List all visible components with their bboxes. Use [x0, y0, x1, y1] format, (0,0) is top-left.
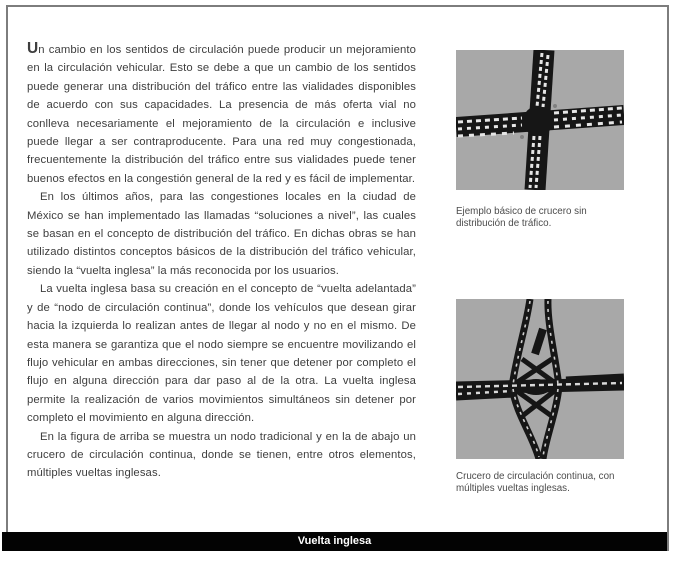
figure-caption-continuous: Crucero de circulación continua, con múltiples vueltas inglesas.	[456, 471, 615, 494]
lead-initial: U	[27, 40, 39, 57]
paragraph-intro	[27, 41, 416, 188]
footer-title-bar	[2, 532, 667, 551]
footer-title: Vuelta inglesa	[297, 535, 372, 547]
basic-intersection-image	[456, 50, 624, 190]
paragraph-vuelta-concept: La vuelta inglesa basa su creación en el concepto de “vuelta adelantada” y de “nodo de circulación continua”, donde los vehículos que desean girar hacia la izquierda lo realizan antes de llegar al nodo y no en el mismo. De esta manera se garantiza que el nodo siempre se encuentre movilizando el flujo vehicular en ambas direcciones, sin tener que detener por completo el flujo en alguna dirección para dar paso al de la otra. La vuelta inglesa permite la realización de varios movimientos simultáneos sin detener por completo el movimiento en alguna dirección.	[27, 283, 416, 425]
article-body	[27, 41, 416, 483]
figure-caption-basic: Ejemplo básico de crucero sin distribución de tráfico.	[456, 206, 587, 229]
paragraph-figures-reference: En la figura de arriba se muestra un nodo tradicional y en la de abajo un crucero de circulación continua, donde se tienen, entre otros elementos, múltiples vueltas inglesas.	[27, 430, 416, 480]
paragraph-intro-text: n cambio en los sentidos de circulación puede producir un mejoramiento en la circulación vehicular. Esto se debe a que un cambio de los sentidos puede generar una distribución del tráfico entre las vialidades disponibles de acuerdo con sus capacidades. La presencia de más oferta vial no conlleva necesariamente el mejoramiento de la circulación e inclusive puede llegar a ser contraproducente. Para una red muy congestionada, frecuentemente la distribución del tráfico entre sus vialidades puede tener buenos efectos en la congestión general de la red y es fácil de implementar.	[27, 44, 416, 185]
continuous-intersection-image	[456, 299, 624, 459]
paragraph-solutions: En los últimos años, para las congestiones locales en la ciudad de México se han implementado las llamadas “soluciones a nivel”, las cuales se basan en el concepto de distribución del tráfico. En dichas obras se han utilizado distintos conceptos básicos de la distribución del tráfico vehicular, siendo la “vuelta inglesa” la más reconocida por los usuarios.	[27, 191, 416, 277]
figure-continuous-intersection	[456, 299, 634, 495]
figure-basic-intersection	[456, 50, 634, 230]
